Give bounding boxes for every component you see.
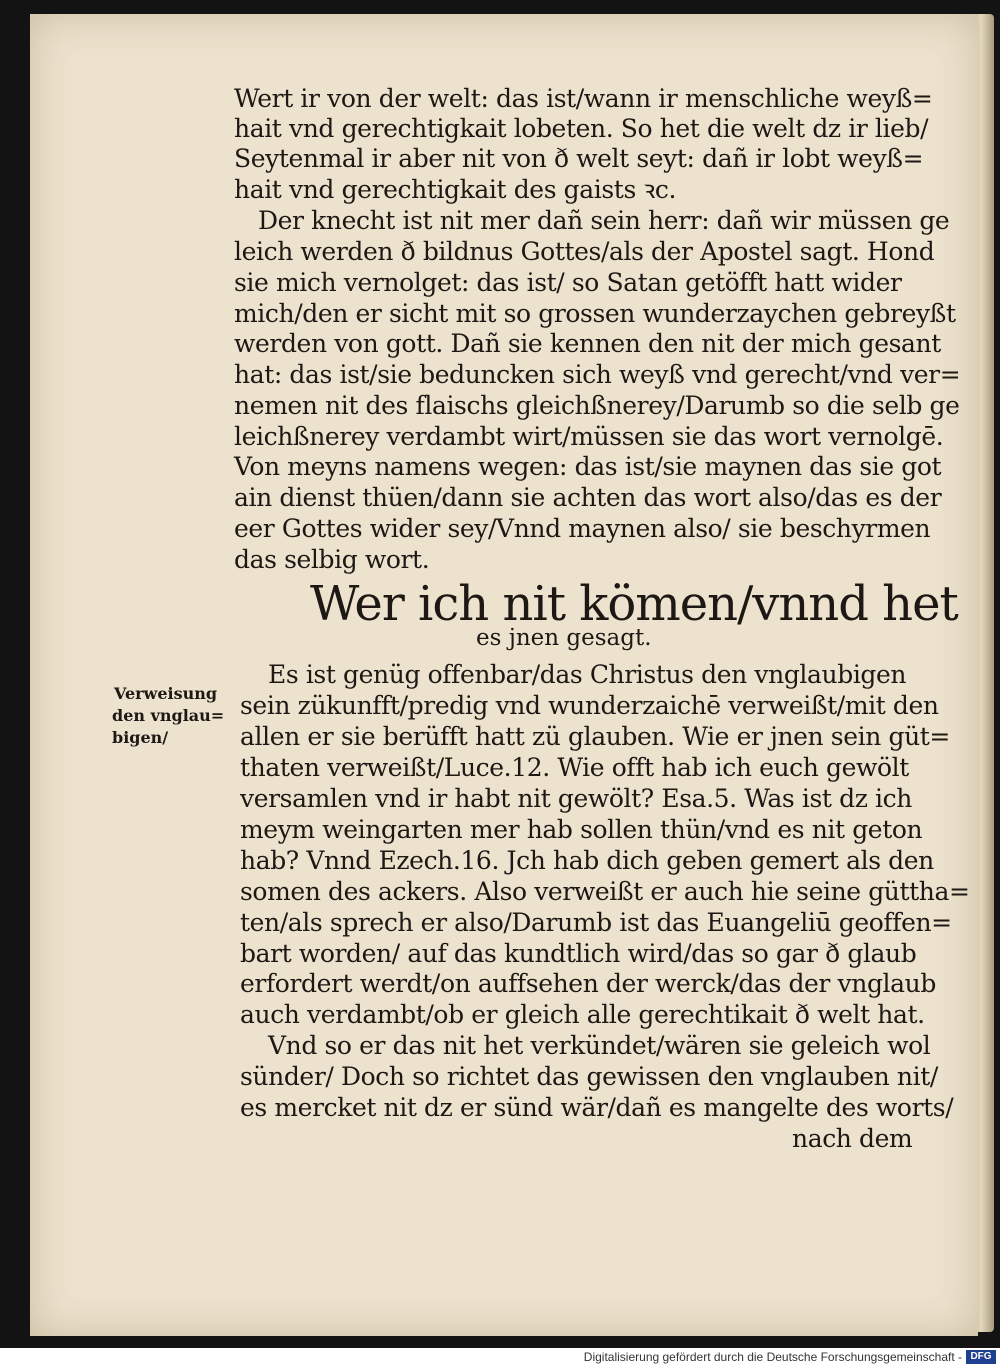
text-line: hab? Vnnd Ezech.16. Jch hab dich geben gemert als den (240, 846, 934, 875)
catchword: nach dem (792, 1124, 913, 1153)
footer-credit: Digitalisierung gefördert durch die Deutsche Forschungsgemeinschaft - (583, 1350, 962, 1364)
margin-note-line: den vnglau= (112, 706, 225, 725)
text-line: ain dienst thüen/dann sie achten das wort also/das es der (234, 483, 942, 512)
text-line: Vnd so er das nit het verkündet/wären sie geleich wol (268, 1031, 931, 1060)
text-line: erfordert werdt/on auffsehen der werck/das der vnglaub (240, 969, 936, 998)
text-line: Seytenmal ir aber nit von ð welt seyt: dañ ir lobt weyß= (234, 144, 924, 173)
text-line: hait vnd gerechtigkait lobeten. So het die welt dz ir lieb/ (234, 114, 929, 143)
text-line: hat: das ist/sie beduncken sich weyß vnd gerecht/vnd ver= (234, 360, 961, 389)
text-line: meym weingarten mer hab sollen thün/vnd es nit geton (240, 815, 923, 844)
section-heading: Wer ich nit kömen/vnnd het (310, 576, 958, 632)
text-line: es mercket nit dz er sünd wär/dañ es mangelte des worts/ (240, 1093, 954, 1122)
text-line: Der knecht ist nit mer dañ sein herr: dañ wir müssen ge (258, 206, 950, 235)
text-line: leichßnerey verdambt wirt/müssen sie das wort vernolgē. (234, 422, 944, 451)
text-line: werden von gott. Dañ sie kennen den nit der mich gesant (234, 329, 941, 358)
text-line: Wert ir von der welt: das ist/wann ir menschliche weyß= (234, 84, 933, 113)
text-line: ten/als sprech er also/Darumb ist das Euangeliū geoffen= (240, 908, 952, 937)
margin-note-line: Verweisung (114, 684, 218, 703)
text-line: Es ist genüg offenbar/das Christus den vnglaubigen (268, 660, 907, 689)
text-line: sünder/ Doch so richtet das gewissen den vnglauben nit/ (240, 1062, 938, 1091)
margin-note-line: bigen/ (112, 728, 169, 747)
text-line: mich/den er sicht mit so grossen wunderzaychen gebreyßt (234, 299, 956, 328)
text-line: leich werden ð bildnus Gottes/als der Apostel sagt. Hond (234, 237, 935, 266)
text-line: somen des ackers. Also verweißt er auch hie seine güttha= (240, 877, 970, 906)
text-line: das selbig wort. (234, 545, 430, 574)
text-line: Von meyns namens wegen: das ist/sie maynen das sie got (234, 452, 942, 481)
text-line: allen er sie berüfft hatt zü glauben. Wie er jnen sein güt= (240, 722, 950, 751)
text-line: thaten verweißt/Luce.12. Wie offt hab ich euch gewölt (240, 753, 909, 782)
text-line: eer Gottes wider sey/Vnnd maynen also/ sie beschyrmen (234, 514, 931, 543)
text-line: sie mich vernolget: das ist/ so Satan getöfft hatt wider (234, 268, 902, 297)
text-line: sein zükunfft/predig vnd wunderzaichē verweißt/mit den (240, 691, 939, 720)
text-line: versamlen vnd ir habt nit gewölt? Esa.5. Was ist dz ich (240, 784, 912, 813)
dfg-logo-icon: DFG (966, 1350, 996, 1364)
text-line: bart worden/ auf das kundtlich wird/das so gar ð glaub (240, 939, 917, 968)
text-line: hait vnd gerechtigkait des gaists ꝛc. (234, 175, 677, 204)
section-subheading: es jnen gesagt. (476, 625, 652, 651)
text-line: nemen nit des flaischs gleichßnerey/Darumb so die selb ge (234, 391, 960, 420)
book-page (30, 14, 978, 1336)
text-line: auch verdambt/ob er gleich alle gerechtikait ð welt hat. (240, 1000, 925, 1029)
